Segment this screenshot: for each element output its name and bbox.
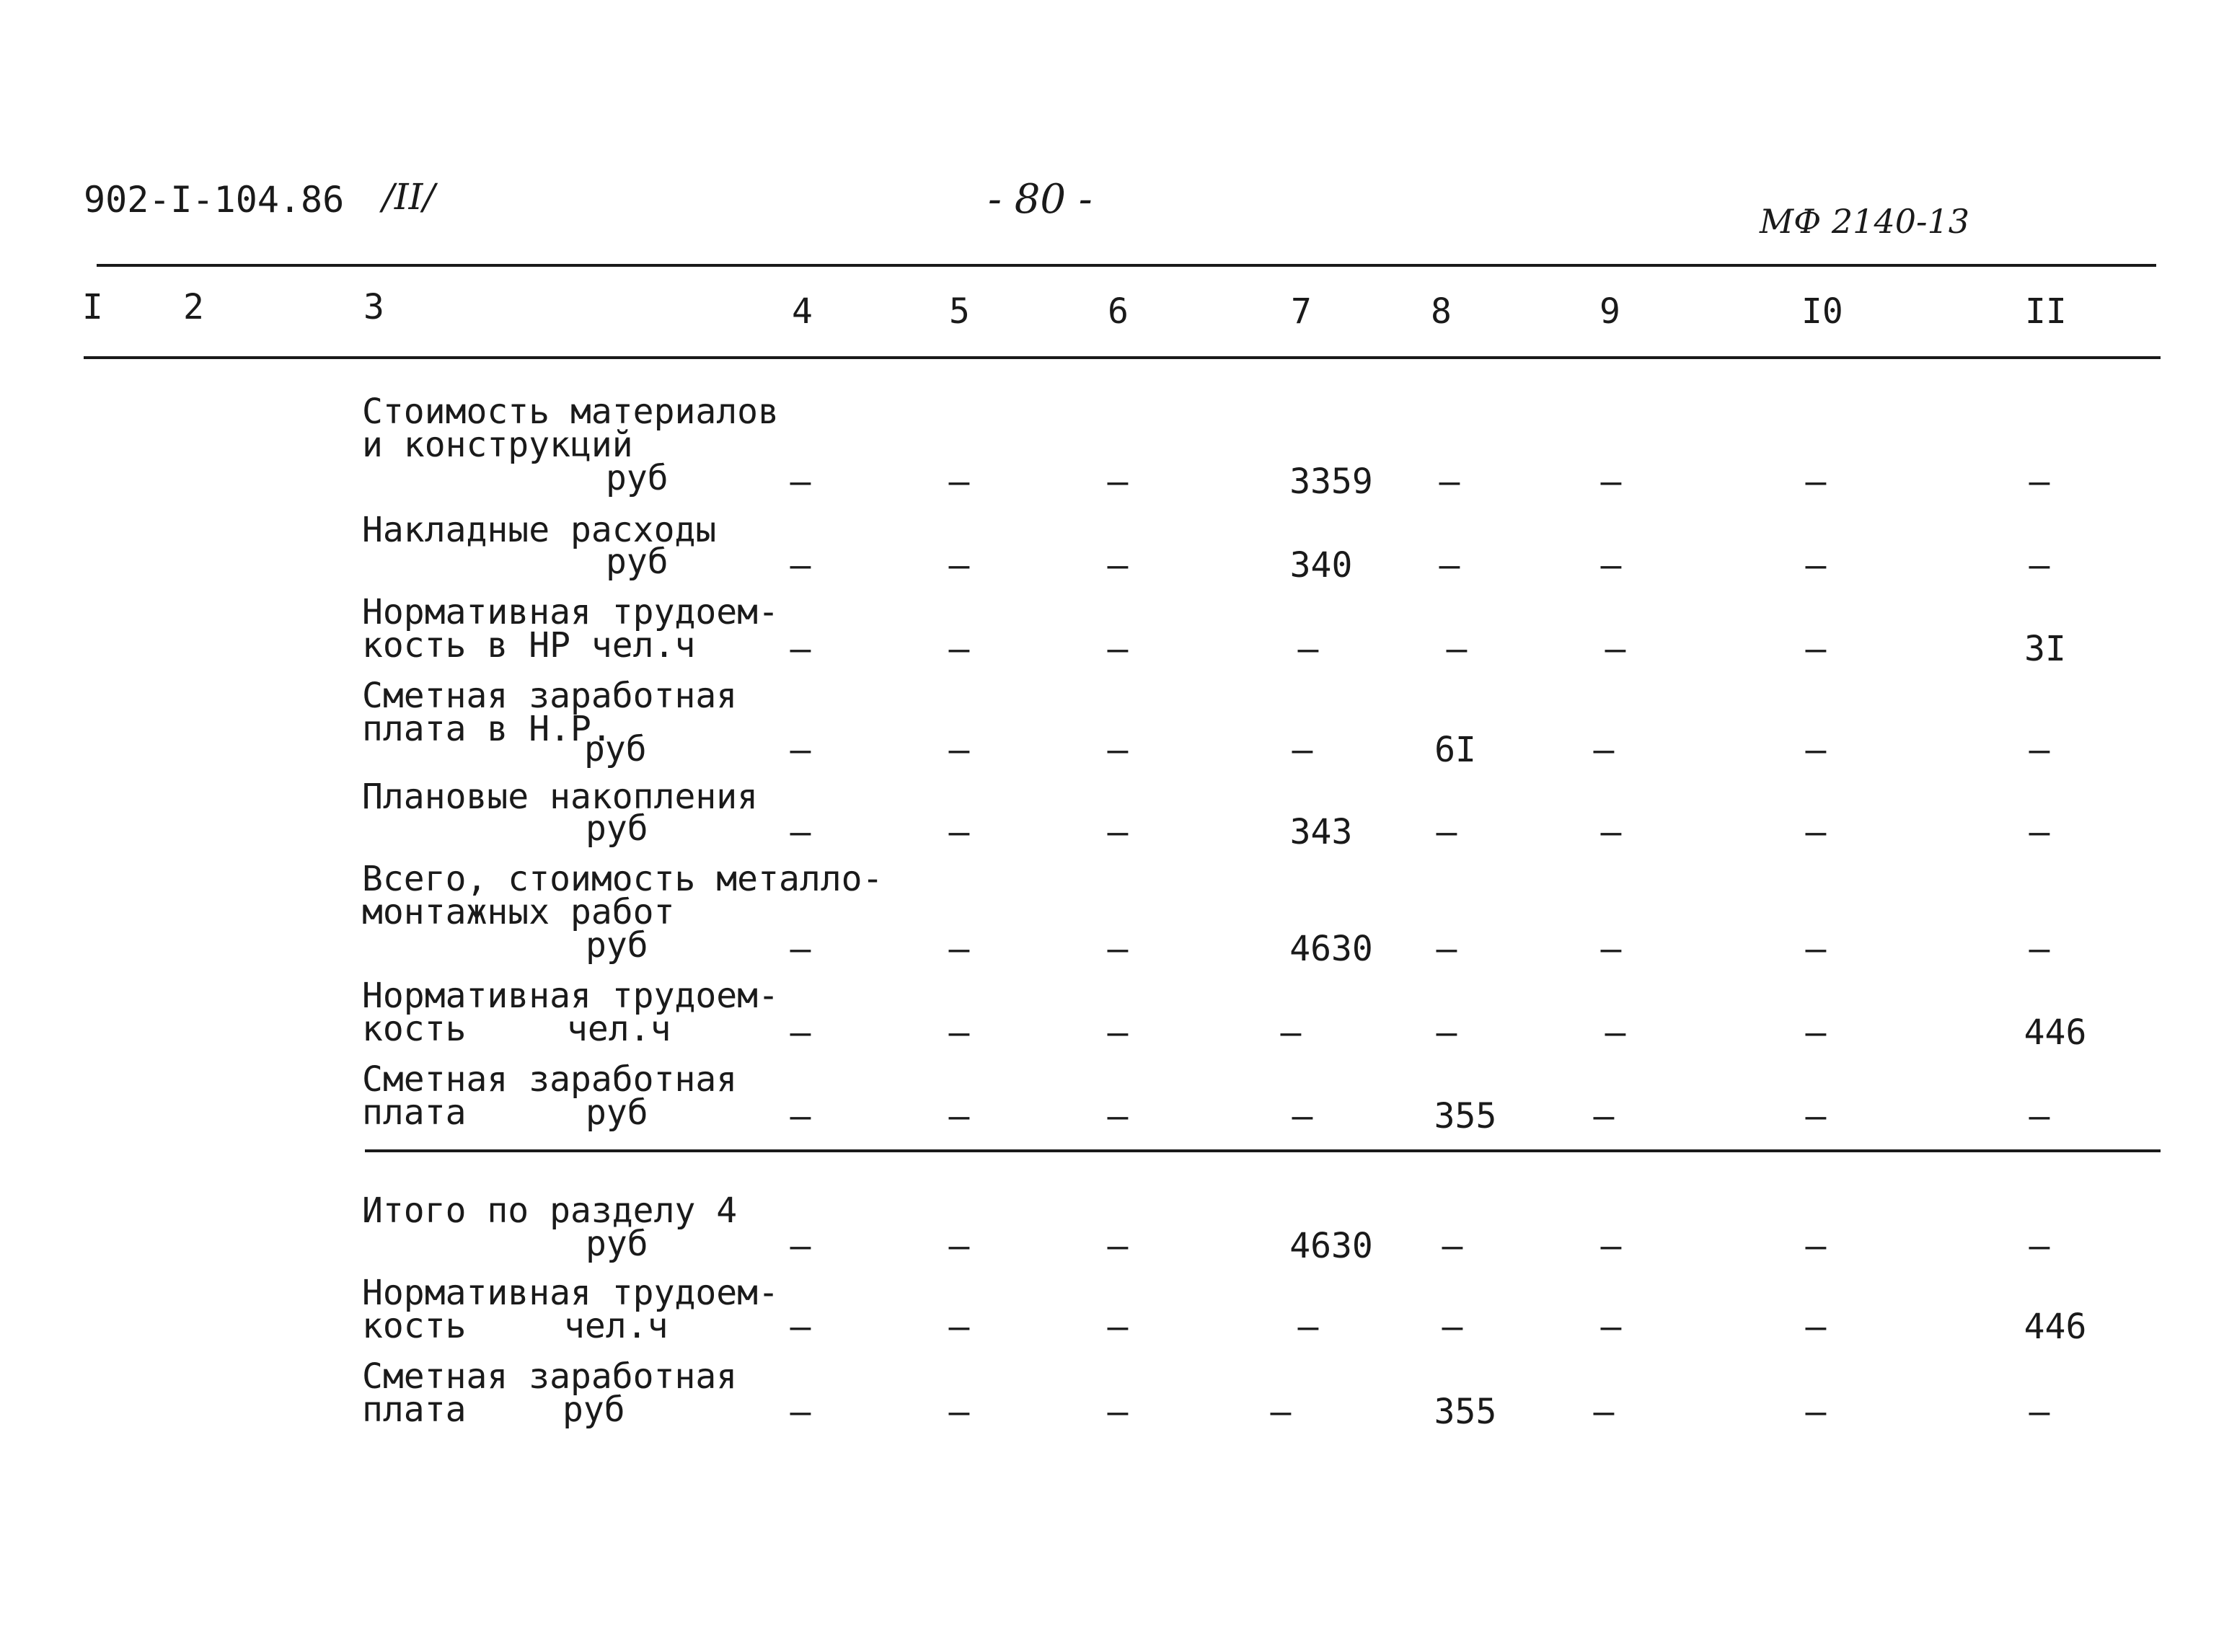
- cell-col8: –: [1442, 1307, 1463, 1347]
- column-header: 9: [1599, 291, 1620, 332]
- cell-col10: –: [1805, 812, 1827, 852]
- row-label-line: плата: [362, 1390, 467, 1430]
- row-label-line: кость в НР чел.ч: [362, 625, 696, 666]
- row-label-line: Итого по разделу 4: [362, 1191, 738, 1231]
- cell-col4: –: [790, 1012, 811, 1053]
- cell-col4: –: [790, 1392, 811, 1432]
- row-label-line: кость: [362, 1306, 467, 1346]
- column-header: I0: [1801, 291, 1843, 332]
- cell-col8: –: [1442, 1226, 1463, 1266]
- cell-col10: –: [1805, 1226, 1827, 1266]
- section-number: /II/: [382, 176, 436, 218]
- cell-col6: –: [1107, 1012, 1129, 1053]
- cell-col7: –: [1270, 1392, 1292, 1432]
- cell-col5: –: [948, 461, 970, 502]
- cell-col10: –: [1805, 730, 1827, 770]
- cell-col10: –: [1805, 629, 1827, 669]
- cell-col7: 4630: [1289, 1226, 1373, 1266]
- cell-col7: –: [1297, 629, 1319, 669]
- cell-col10: –: [1805, 461, 1827, 502]
- row-label-line: Накладные расходы: [362, 510, 717, 550]
- stamp-code: МФ 2140-13: [1760, 202, 1970, 241]
- row-label-line: и конструкций: [362, 425, 633, 465]
- column-header: I: [82, 287, 103, 327]
- cell-col6: –: [1107, 1096, 1129, 1136]
- cell-col9: –: [1600, 929, 1622, 969]
- cell-col9: –: [1593, 730, 1615, 770]
- cell-col11: 446: [2024, 1012, 2087, 1053]
- cell-col5: –: [948, 629, 970, 669]
- row-label-line: Стоимость материалов: [362, 392, 779, 432]
- cell-col7: 3359: [1289, 461, 1373, 502]
- cell-col4: –: [790, 629, 811, 669]
- cell-col6: –: [1107, 929, 1129, 969]
- cell-col9: –: [1600, 545, 1622, 586]
- cell-col10: –: [1805, 1012, 1827, 1053]
- row-label-line: Плановые накопления: [362, 777, 759, 817]
- cell-col8: –: [1436, 812, 1457, 852]
- cell-col11: –: [2029, 1392, 2050, 1432]
- row-label-line: Сметная заработная: [362, 1356, 738, 1397]
- cell-col10: –: [1805, 1392, 1827, 1432]
- cell-col8: –: [1446, 629, 1468, 669]
- row-label-line: плата в Н.Р.: [362, 709, 612, 749]
- cell-col7: 340: [1289, 545, 1353, 586]
- row-unit: руб: [586, 925, 648, 966]
- cell-col6: –: [1107, 461, 1129, 502]
- column-header: 7: [1291, 291, 1312, 332]
- row-label-line: плата: [362, 1092, 467, 1133]
- cell-col10: –: [1805, 545, 1827, 586]
- cell-col6: –: [1107, 1307, 1129, 1347]
- column-header: 3: [363, 287, 384, 327]
- cell-col4: –: [790, 1096, 811, 1136]
- cell-col11: –: [2029, 929, 2050, 969]
- cell-col4: –: [790, 730, 811, 770]
- cell-col10: –: [1805, 929, 1827, 969]
- row-label-line: Сметная заработная: [362, 1059, 738, 1100]
- cell-col5: –: [948, 929, 970, 969]
- cell-col4: –: [790, 1226, 811, 1266]
- cell-col8: 355: [1434, 1392, 1497, 1432]
- cell-col9: –: [1600, 812, 1622, 852]
- cell-col5: –: [948, 730, 970, 770]
- cell-col11: –: [2029, 545, 2050, 586]
- column-header: II: [2025, 291, 2067, 332]
- cell-col5: –: [948, 1392, 970, 1432]
- cell-col9: –: [1593, 1392, 1615, 1432]
- column-header: 4: [792, 291, 813, 332]
- cell-col4: –: [790, 461, 811, 502]
- column-header: 6: [1108, 291, 1129, 332]
- cell-col9: –: [1593, 1096, 1615, 1136]
- cell-col4: –: [790, 929, 811, 969]
- cell-col6: –: [1107, 730, 1129, 770]
- cell-col11: –: [2029, 730, 2050, 770]
- column-header: 2: [183, 287, 204, 327]
- row-unit: чел.ч: [567, 1009, 671, 1049]
- cell-col8: 355: [1434, 1096, 1497, 1136]
- row-label-line: Нормативная трудоем-: [362, 592, 779, 632]
- cell-col9: –: [1605, 1012, 1626, 1053]
- cell-col7: –: [1297, 1307, 1319, 1347]
- cell-col7: 343: [1289, 812, 1353, 852]
- row-unit: руб: [586, 1224, 648, 1264]
- cell-col9: –: [1600, 1307, 1622, 1347]
- row-label-line: Нормативная трудоем-: [362, 1273, 779, 1313]
- row-label-line: Сметная заработная: [362, 676, 738, 716]
- cell-col7: –: [1292, 730, 1313, 770]
- cell-col5: –: [948, 1307, 970, 1347]
- row-label-line: Нормативная трудоем-: [362, 976, 779, 1016]
- cell-col11: –: [2029, 812, 2050, 852]
- header-bottom-rule: [84, 356, 2161, 359]
- cell-col4: –: [790, 545, 811, 586]
- cell-col8: –: [1436, 929, 1457, 969]
- cell-col11: 3I: [2024, 629, 2066, 669]
- row-unit: руб: [586, 808, 648, 849]
- cell-col4: –: [790, 812, 811, 852]
- cell-col8: –: [1439, 545, 1460, 586]
- cell-col11: 446: [2024, 1307, 2087, 1347]
- row-unit: руб: [606, 542, 668, 582]
- row-unit: руб: [584, 729, 647, 769]
- cell-col8: –: [1436, 1012, 1457, 1053]
- cell-col7: 4630: [1289, 929, 1373, 969]
- cell-col10: –: [1805, 1096, 1827, 1136]
- cell-col5: –: [948, 1226, 970, 1266]
- cell-col9: –: [1600, 461, 1622, 502]
- row-unit: чел.ч: [564, 1306, 668, 1346]
- row-label-line: монтажных работ: [362, 892, 675, 932]
- cell-col5: –: [948, 812, 970, 852]
- row-unit: руб: [606, 458, 668, 498]
- cell-col8: –: [1439, 461, 1460, 502]
- cell-col6: –: [1107, 1392, 1129, 1432]
- cell-col10: –: [1805, 1307, 1827, 1347]
- cell-col4: –: [790, 1307, 811, 1347]
- cell-col6: –: [1107, 812, 1129, 852]
- row-unit: руб: [562, 1390, 625, 1430]
- cell-col9: –: [1605, 629, 1626, 669]
- cell-col11: –: [2029, 1096, 2050, 1136]
- cell-col5: –: [948, 1012, 970, 1053]
- cell-col7: –: [1292, 1096, 1313, 1136]
- row-label-line: Всего, стоимость металло-: [362, 859, 883, 899]
- section-divider: [365, 1149, 2161, 1152]
- cell-col7: –: [1280, 1012, 1302, 1053]
- column-header: 5: [949, 291, 970, 332]
- header-top-rule: [97, 264, 2156, 267]
- document-code: 902-I-104.86: [84, 179, 345, 221]
- cell-col6: –: [1107, 629, 1129, 669]
- row-unit: руб: [586, 1092, 648, 1133]
- cell-col5: –: [948, 1096, 970, 1136]
- cell-col9: –: [1600, 1226, 1622, 1266]
- cell-col11: –: [2029, 1226, 2050, 1266]
- row-label-line: кость: [362, 1009, 467, 1049]
- page-number: - 80 -: [988, 176, 1093, 223]
- cell-col6: –: [1107, 545, 1129, 586]
- cell-col11: –: [2029, 461, 2050, 502]
- cell-col5: –: [948, 545, 970, 586]
- cell-col8: 6I: [1434, 730, 1476, 770]
- column-header: 8: [1431, 291, 1452, 332]
- cell-col6: –: [1107, 1226, 1129, 1266]
